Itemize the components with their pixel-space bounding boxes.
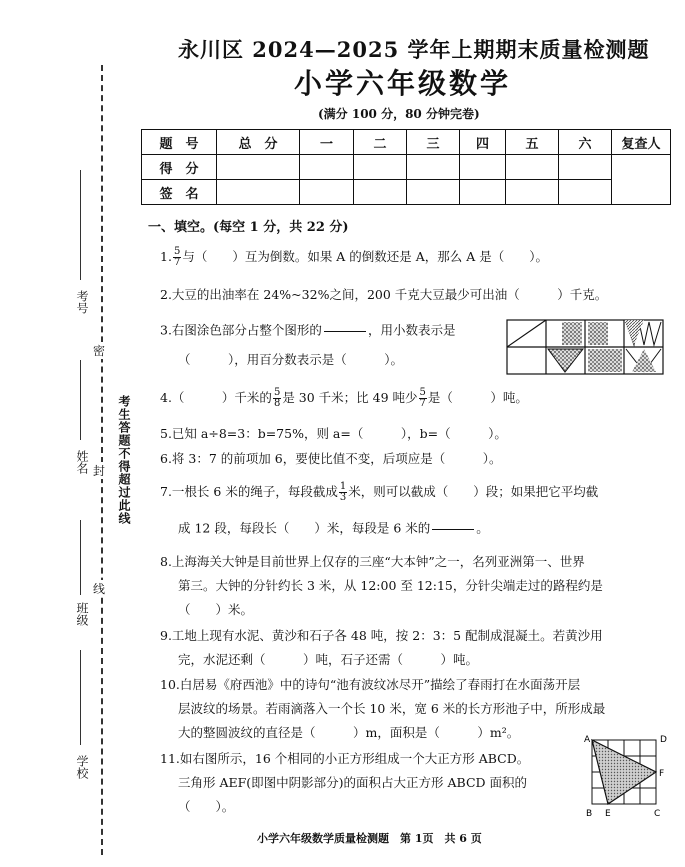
- signature-cell[interactable]: [217, 180, 300, 205]
- frac-denominator: 7: [419, 398, 426, 409]
- subject-title: 小学六年级数学: [294, 67, 512, 100]
- score-row: [142, 155, 671, 180]
- q1-fraction: [173, 247, 181, 268]
- q1-number: 1.: [160, 249, 172, 264]
- label-D: D: [660, 735, 667, 745]
- label-C: C: [654, 809, 661, 819]
- banji-label: 班级: [75, 602, 89, 626]
- header-cell: 二: [354, 130, 407, 155]
- q11-square-figure: [580, 732, 672, 822]
- frac-denominator: 8: [273, 398, 281, 409]
- question-3-line1: [160, 318, 455, 344]
- label-E: E: [605, 809, 611, 819]
- frac-denominator: 3: [339, 492, 347, 503]
- mi-char: 密: [93, 344, 106, 358]
- xuexiao-label: 学校: [75, 755, 89, 779]
- q7-text-a: 7.一根长 6 米的绳子，每段截成: [160, 484, 338, 499]
- header-cell: 题 号: [142, 130, 217, 155]
- q1-text: 与（ ）互为倒数。如果 A 的倒数还是 A，那么 A 是（ ）。: [182, 249, 549, 264]
- question-6: 6.将 3：7 的前项加 6，要使比值不变，后项应是（ ）。: [160, 451, 502, 466]
- score-cell[interactable]: [506, 155, 559, 180]
- question-11-line3: （ ）。: [178, 799, 235, 814]
- signature-cell[interactable]: [407, 180, 460, 205]
- score-cell[interactable]: [460, 155, 506, 180]
- question-8-line2: 第三。大钟的分针约长 3 米，从 12:00 至 12:15，分针尖端走过的路程约是: [178, 578, 603, 593]
- q4-text-a: 4.（ ）千米的: [160, 390, 272, 405]
- q3-shaded-figure: [506, 319, 664, 375]
- question-4: [160, 388, 528, 409]
- banji-line: [80, 520, 81, 595]
- frac-numerator: 1: [339, 481, 347, 492]
- question-10-line3: 大的整圆波纹的直径是（ ）m，面积是（ ）m²。: [178, 725, 520, 740]
- label-B: B: [586, 809, 593, 819]
- question-11-line1: 11.如右图所示，16 个相同的小正方形组成一个大正方形 ABCD。: [160, 751, 530, 766]
- signature-row-label: 签 名: [142, 180, 217, 205]
- binding-dashed-line: [101, 65, 103, 855]
- label-A: A: [584, 735, 591, 745]
- exam-subtitle: (满分 100 分，80 分钟完卷): [318, 107, 480, 121]
- feng-char: 封: [93, 464, 106, 478]
- signature-cell[interactable]: [506, 180, 559, 205]
- question-11-line2: 三角形 AEF(即图中阴影部分)的面积占大正方形 ABCD 面积的: [178, 775, 528, 790]
- header-cell: 六: [559, 130, 612, 155]
- question-2: 2.大豆的出油率在 24%~32%之间，200 千克大豆最少可出油（ ）千克。: [160, 287, 608, 302]
- q7-text-c: 成 12 段，每段长（ ）米，每段是 6 米的: [178, 520, 431, 536]
- xuexiao-line: [80, 650, 81, 745]
- exam-title: 永川区 2024—2025 学年上期期末质量检测题: [178, 37, 650, 62]
- frac-denominator: 7: [173, 257, 181, 268]
- xingming-line: [80, 360, 81, 440]
- question-5: 5.已知 a÷8=3：b=75%，则 a=（ ），b=（ ）。: [160, 426, 507, 441]
- q4-fraction-2: [419, 388, 427, 409]
- q4-fraction-1: [273, 388, 281, 409]
- score-row-label: 得 分: [142, 155, 217, 180]
- header-cell: 五: [506, 130, 559, 155]
- frac-numerator: 5: [273, 387, 281, 398]
- question-8-line1: 8.上海海关大钟是目前世界上仅存的三座“大本钟”之一，名列亚洲第一、世界: [160, 554, 585, 569]
- q3-text-b: ，用小数表示是: [367, 322, 456, 338]
- question-9-line2: 完，水泥还剩（ ）吨，石子还需（ ）吨。: [178, 652, 479, 667]
- q7-fraction: [339, 482, 347, 503]
- xian-char: 线: [93, 582, 106, 596]
- score-cell[interactable]: [559, 155, 612, 180]
- signature-cell[interactable]: [354, 180, 407, 205]
- question-10-line2: 层波纹的场景。若雨滴落入一个长 10 米，宽 6 米的长方形池子中，所形成最: [178, 701, 606, 716]
- section-1-title: 一、填空。(每空 1 分，共 22 分): [148, 220, 349, 235]
- question-7-line2: 成 12 段，每段长（ ）米，每段是 6 米的 。: [178, 516, 489, 542]
- header-cell: 四: [460, 130, 506, 155]
- question-7-line1: [160, 482, 598, 503]
- score-table-header-row: [142, 130, 671, 155]
- signature-cell[interactable]: [460, 180, 506, 205]
- header-cell: 复查人: [612, 130, 671, 155]
- score-cell[interactable]: [407, 155, 460, 180]
- kaohao-label: 考号: [75, 290, 89, 314]
- q3-text-a: 3.右图涂色部分占整个图形的: [160, 322, 322, 338]
- signature-row: [142, 180, 671, 205]
- score-table: [141, 129, 671, 205]
- score-cell[interactable]: [300, 155, 354, 180]
- signature-cell[interactable]: [559, 180, 612, 205]
- signature-cell[interactable]: [300, 180, 354, 205]
- page-footer: 小学六年级数学质量检测题 第 1页 共 6 页: [257, 832, 482, 845]
- question-8-line3: （ ）米。: [178, 602, 254, 617]
- binding-notice: 考生答题不得超过此线: [117, 395, 131, 525]
- q4-text-b: 是 30 千米；比 49 吨少: [282, 390, 418, 405]
- q7-text-b: 米，则可以截成（ ）段；如果把它平均截: [348, 484, 599, 499]
- header-cell: 总 分: [217, 130, 300, 155]
- xingming-label: 姓名: [75, 450, 89, 474]
- label-F: F: [659, 769, 665, 779]
- header-cell: 三: [407, 130, 460, 155]
- frac-numerator: 5: [419, 387, 426, 398]
- header-cell: 一: [300, 130, 354, 155]
- q7-fraction-blank[interactable]: [432, 516, 474, 542]
- kaohao-line: [80, 170, 81, 280]
- question-9-line1: 9.工地上现有水泥、黄沙和石子各 48 吨，按 2：3：5 配制成混凝土。若黄沙用: [160, 628, 603, 643]
- question-3-line2: （ ），用百分数表示是（ ）。: [178, 352, 404, 367]
- q3-fraction-blank[interactable]: [324, 318, 366, 344]
- q4-text-c: 是（ ）吨。: [427, 390, 528, 405]
- score-cell[interactable]: [354, 155, 407, 180]
- question-10-line1: 10.白居易《府西池》中的诗句“池有波纹冰尽开”描绘了春雨打在水面荡开层: [160, 677, 581, 692]
- reviewer-cell[interactable]: [612, 155, 671, 205]
- question-1: [160, 247, 548, 268]
- score-cell[interactable]: [217, 155, 300, 180]
- frac-numerator: 5: [173, 246, 181, 257]
